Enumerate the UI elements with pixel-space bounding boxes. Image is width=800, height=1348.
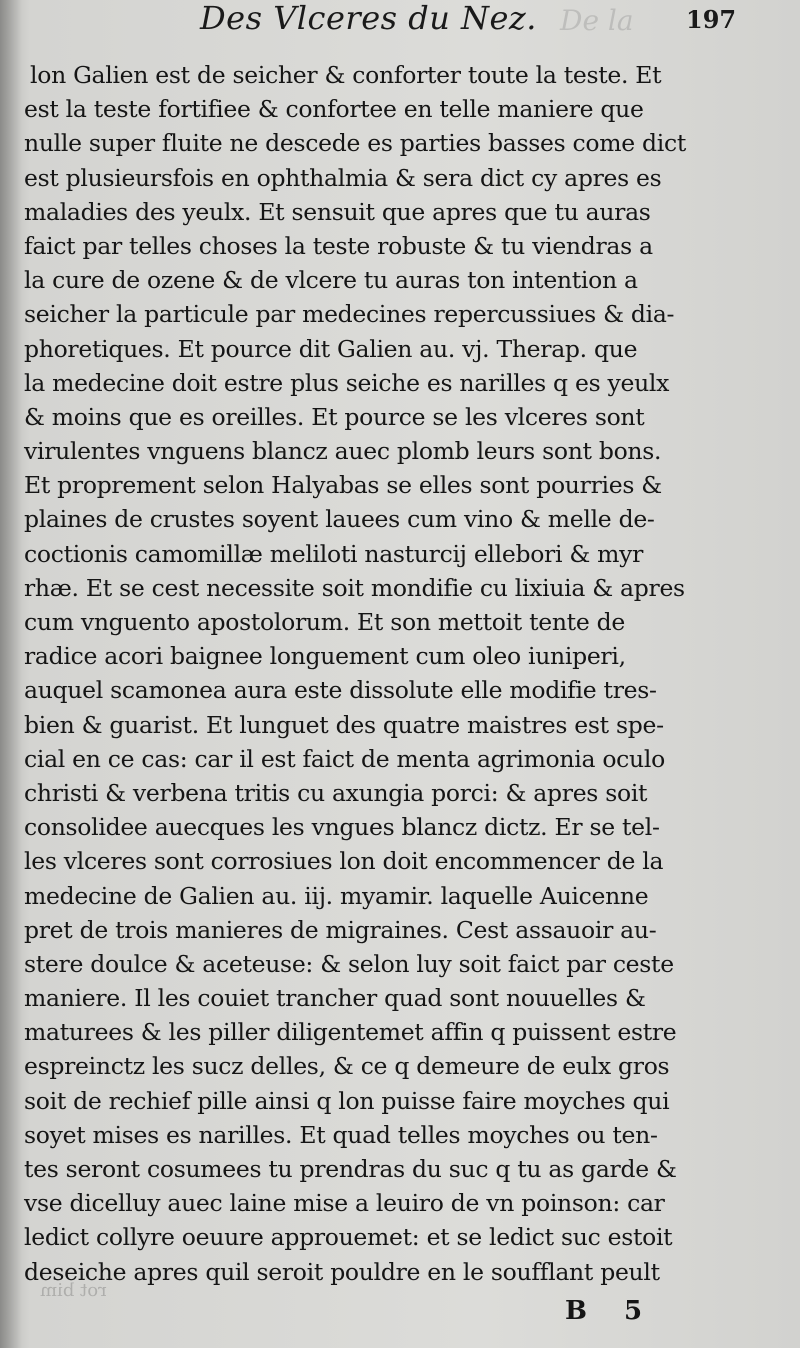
text-line: & moins que es oreilles. Et pource se les vlceres sont [24, 402, 645, 431]
text-line: medecine de Galien au. iij. myamir. laquelle Auicenne [24, 881, 649, 910]
text-line: deseiche apres quil seroit pouldre en le soufflant peult [24, 1257, 660, 1286]
text-line: coctionis camomillæ meliloti nasturcij ellebori & myr [24, 539, 644, 568]
bleed-through-text: De la [560, 4, 634, 37]
text-line: faict par telles choses la teste robuste & tu viendras a [24, 231, 653, 260]
body-text [24, 58, 744, 1289]
text-line: maturees & les piller diligentemet affin q puissent estre [24, 1018, 677, 1047]
text-line: cum vnguento apostolorum. Et son mettoit tente de [24, 608, 625, 636]
text-line: est la teste fortifiee & confortee en telle maniere que [24, 95, 644, 124]
text-line: seicher la particule par medecines repercussiues & dia- [24, 300, 675, 329]
text-line: auquel scamonea aura este dissolute elle modifie tres- [24, 676, 657, 705]
signature-mark: B 5 [565, 1296, 657, 1326]
text-line: la cure de ozene & de vlcere tu auras ton intention a [24, 266, 638, 295]
text-line: virulentes vnguens blancz auec plomb leurs sont bons. [24, 437, 662, 466]
text-line: vse dicelluy auec laine mise a leuiro de vn poinson: car [24, 1189, 665, 1218]
page-header [0, 0, 800, 40]
text-line: pret de trois manieres de migraines. Cest assauoir au- [24, 915, 657, 944]
text-line: maniere. Il les couiet trancher quad sont nouuelles & [24, 984, 646, 1013]
gutter-shadow [0, 0, 22, 1348]
text-line: stere doulce & aceteuse: & selon luy soit faict par ceste [24, 949, 674, 978]
page-number: 197 [686, 5, 737, 34]
text-line: les vlceres sont corrosiues lon doit encommencer de la [24, 847, 664, 876]
page-footer [0, 1280, 800, 1340]
text-line: radice acori baignee longuement cum oleo iuniperi, [24, 642, 626, 671]
text-line: soit de rechief pille ainsi q lon puisse faire moyches qui [24, 1086, 670, 1115]
text-line: rhæ. Et se cest necessite soit mondifie cu lixiuia & apres [24, 573, 685, 602]
text-line: lon Galien est de seicher & conforter toute la teste. Et [30, 61, 662, 89]
text-line: la medecine doit estre plus seiche es narilles q es yeulx [24, 368, 670, 397]
bleed-through-footer: rot bim [40, 1280, 107, 1301]
text-line: phoretiques. Et pource dit Galien au. vj. Therap. que [24, 334, 638, 363]
text-line: est plusieursfois en ophthalmia & sera dict cy apres es [24, 163, 662, 192]
text-line: espreinctz les sucz delles, & ce q demeure de eulx gros [24, 1052, 670, 1081]
text-line: consolidee auecques les vngues blancz dictz. Er se tel- [24, 813, 660, 842]
text-line: cial en ce cas: car il est faict de menta agrimonia oculo [24, 744, 665, 773]
text-line: bien & guarist. Et lunguet des quatre maistres est spe- [24, 710, 664, 739]
text-line: soyet mises es narilles. Et quad telles moyches ou ten- [24, 1120, 658, 1149]
text-line: maladies des yeulx. Et sensuit que apres que tu auras [24, 197, 651, 226]
text-line: nulle super fluite ne descede es parties basses come dict [24, 129, 686, 158]
text-line: plaines de crustes soyent lauees cum vino & melle de- [24, 505, 655, 534]
running-head: Des Vlceres du Nez. [200, 0, 537, 37]
text-line: tes seront cosumees tu prendras du suc q tu as garde & [24, 1155, 677, 1183]
text-line: Et proprement selon Halyabas se elles sont pourries & [24, 471, 662, 500]
text-line: christi & verbena tritis cu axungia porci: & apres soit [24, 778, 648, 807]
text-line: ledict collyre oeuure approuemet: et se ledict suc estoit [24, 1223, 673, 1252]
